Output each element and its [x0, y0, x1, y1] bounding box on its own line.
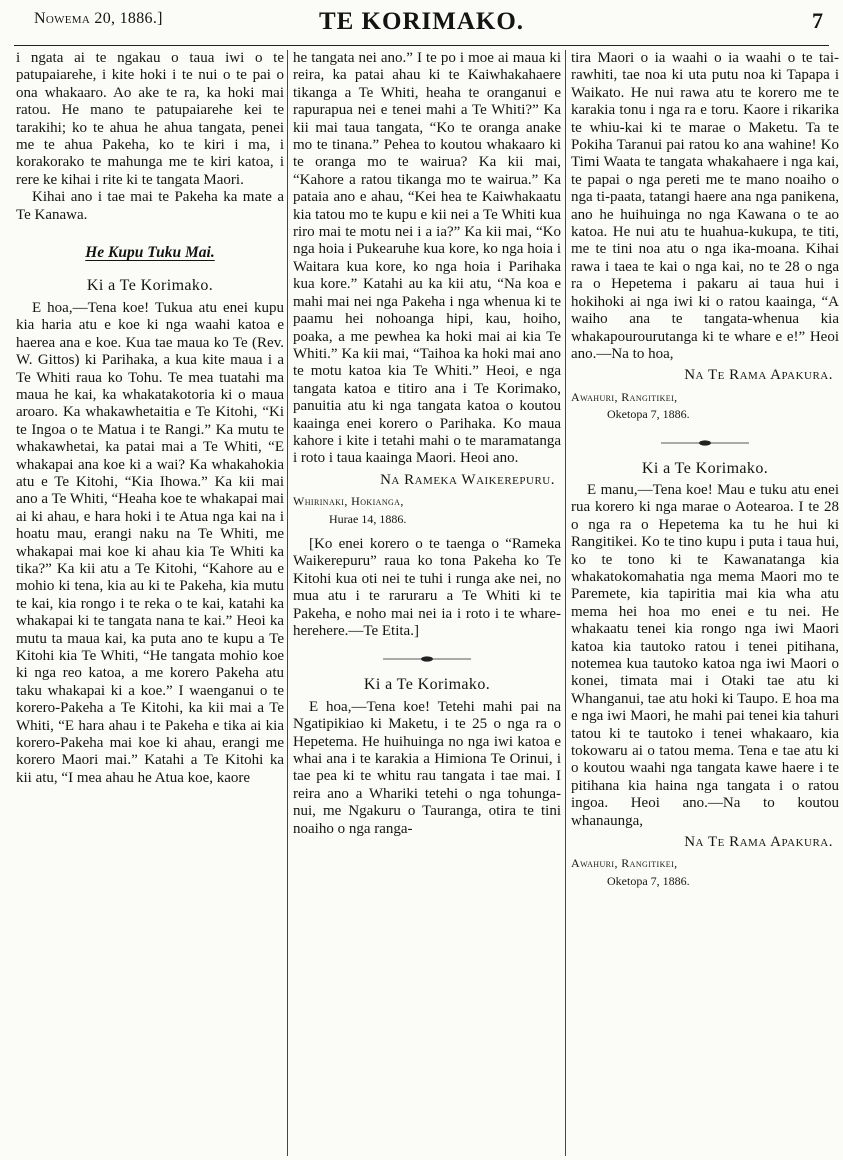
- newspaper-title: TE KORIMAKO.: [318, 8, 525, 35]
- column-divider: [287, 50, 288, 1156]
- column-3: [571, 50, 839, 1160]
- letter-body: E hoa,—Tena koe! Tukua atu enei kupu kia haria atu e koe ki nga waahi katoa e haerea ana e koe. Kua tae maua ko Te (Rev. W. Gittos) ki Parihaka, a kua kite maua i a Te Whiti raua ko Tohu. Te mea tuatahi ma maua he kai, ka whakatakotoria ki o maua aroaro. Ka whakawhetaitia e Te Kitohi, “Ki te Ingoa o te Matua i te Rangi.” Ka mutu te whakawhetai, ka patai mai a Te Whiti, “E whakapai ana koe ki a wai? Ka whakahokia atu e Te Kitohi, “Kia Ihowa.” Ka kii mai ano a Te Whiti, “Heaha koe te whakapai mai ai ki ahau, e hara hoki i te Atua nga kai na i hoatu mau, erangi naku na Te Whiti, me whakapai mai koe ki ahau kia Te Whiti ka tika?” Ka kii atu a Te Kitohi, “Kahore au e mohio ki tena, kia au ki te Pakeha, kia mutu te kai, kia rongo i te reka o te kai, katahi ka whakapai ki te tangata nana te kai.” Heoi ka mutu ta maua kai, ka puta ano te kupu a Te Kitohi kia Te Whiti, “He tangata mohio koe ki nga reo katoa, a me korero Pakeha atu taku whakapai ki a koe.” I waenganui o te korero-Pakeha a Te Kitohi, ka kii mai a Te Whiti, “E hara ahau i te Pakeha e tika ai kia korero-Pakeha mai koe ki ahau, erangi me korero Maori mai.” Katahi a Te Kitohi ka kii atu, “I mea ahau he Atua koe, kaore: [16, 299, 284, 786]
- letter-place: Awahuri, Rangitikei,: [571, 389, 678, 404]
- header-rule: [14, 45, 829, 46]
- letter-heading: Ki a Te Korimako.: [363, 676, 491, 694]
- divider-ornament: [655, 438, 755, 448]
- letter-signature: Na Te Rama Apakura.: [684, 834, 833, 851]
- letter-body: E hoa,—Tena koe! Tetehi mahi pai na Ngatipikiao ki Maketu, i te 25 o nga ra o Hepetema. He huihuinga no nga iwi katoa e whai ana i te karakia a Himiona Te Orinui, i tae pea ki te whitu rau tangata i tae mai. I reira ano a Whariki tetehi o nga tohunga-nui, me Ngakuru o Tauranga, otira te tini noaiho o nga ranga-: [293, 698, 561, 837]
- letter-place: Whirinaki, Hokianga,: [293, 494, 404, 509]
- editor-note: [Ko enei korero o te taenga o “Rameka Waikerepuru” raua ko tona Pakeha ko Te Kitohi kua oti nei te tuhi i runga ake nei, no mua atu i te raruraru a Te Whiti ki te Pakeha, e noho mai nei ia i roto i te whare-herehere.—Te Etita.]: [293, 535, 561, 639]
- letter-date: Oketopa 7, 1886.: [607, 873, 690, 888]
- letter-signature: Na Rameka Waikerepuru.: [380, 471, 555, 488]
- column-divider: [565, 50, 566, 1156]
- column-1: [16, 50, 284, 1160]
- issue-date: Nowema 20, 1886.]: [34, 10, 163, 27]
- letter-place: Awahuri, Rangitikei,: [571, 856, 678, 871]
- letter-heading: Ki a Te Korimako.: [641, 459, 769, 477]
- letter-date: Oketopa 7, 1886.: [607, 407, 690, 422]
- letter-date: Hurae 14, 1886.: [329, 511, 407, 526]
- divider-ornament: [377, 654, 477, 664]
- letter-continuation: he tangata nei ano.” I te po i moe ai maua ki reira, ka patai ahau ki te Kaiwhakahaere tikanga a Te Whiti, heaha te oranganui e rapurapua nei e tenei mahi a Te Whiti?” Ka kii mai taua tangata, “Ko te oranga anake mo te tinana.” Pehea to koutou whakaaro ki te oranga mo te wairua? Ka kii mai, “Kahore a ratou tikanga mo te wairua.” Ka pataia ano e ahau, “Kei hea te Kaiwhakaatu kia tatou mo te kupu e kii nei a Te Whiti kua riro mai te motu nei i a ia?” Ka kii mai, “Ko nga hoia i Pukearuhe kua kore, ko nga hoia i Waitara kua kore, ko nga hoia i Parihaka kua kore.” Katahi au ka kii atu, “Na koa e mahi mai nei nga Pakeha i nga whenua ki te paamu hei nohoanga hipi, kau, hoiho, poaka, a me pewhea ka hoki mai ai kia Te Whiti.” Ka kii mai, “Taihoa ka hoki mai ano te motu katoa kia Te Whiti.” Heoi, e nga tangata katoa e titiro ana i Te Korimako, panuitia atu ki nga tangata katoa o koutou kaainga enei korero o Parihaka. Ko maua kahore i kite i tetahi mahi o te maramatanga i roto i taua kaainga Maori. Heoi ano.: [293, 50, 561, 467]
- story-paragraph: Kihai ano i tae mai te Pakeha ka mate a Te Kanawa.: [16, 189, 284, 223]
- masthead: [14, 4, 829, 44]
- section-title: He Kupu Tuku Mai.: [85, 244, 215, 262]
- story-continuation: i ngata ai te ngakau o taua iwi o te patupaiarehe, i kite hoki i te nui o te pai o ona whakaaro. Ao ake te ra, ka hoki mai ratou. He mano te patupaiarehe kei te tarakihi; ko te ahua he ahua tangata, penei me te ahua Pakeha, ko te kiri i ma, i korakorako te mahunga me te kiri katoa, i rere ke kihai i rite ki te tangata Maori.: [16, 50, 284, 188]
- column-2: [293, 50, 561, 1160]
- letter-body: E manu,—Tena koe! Mau e tuku atu enei rua korero ki nga marae o Aotearoa. I te 28 o nga ra o Hepetema ka tu he hui ki Rangitikei. Ko te tino kupu i puta i taua hui, ko te tono ki te Kawanatanga kia whakatokomahatia nga mema Maori mo te Paremete, kia tapiritia mai kia wha atu mema hei hoa mo enei e tu nei. He whakaatu tenei kia rongo nga iwi Maori katoa kia tautoko ratou i tenei pitihana, notemea kua tautoko katoa nga iwi Maori o konei, timata mai i Otaki tae atu ki Whanganui, tae atu hoki ki Taupo. E hoa ma e nga iwi Maori, he mahi pai tenei kia tahuri tatou ki te tautoko i tenei whakaaro, kia tokowaru ai o tatou mema. Tena e tae atu ki o koutou waahi nga tangata kawe haere i te pitihana kia haina nga tangata i o ratou ingoa. Heoi ano.—Na to koutou whanaunga,: [571, 481, 839, 829]
- page-number: 7: [812, 8, 823, 33]
- letter-continuation: tira Maori o ia waahi o ia waahi o te tai-rawhiti, tae noa ki uta putu noa ki Tapapa i Waikato. He nui rawa atu te korero me te karakia tonu i nga ra e toru. Kaore i rikarika te whiu-kai ki te marae o Maketu. Ta te Pokiha Taranui pai ratou ko ana wahine! Ko Timi Waata te tangata whakahaere i nga kai, te papai o nga pereti me te mano noaiho o nga ti-paata, tatangi haere ana nga panikena, ano he huihuinga no nga Kawana o te ao katoa. He nui atu te huahua-kukupa, te titi, me te tini noa atu o nga ika-moana. Kihai rawa i taea te kai o nga kai, no te 28 o nga ra o Hepetema i pakaru ai taua hui i hokihoki ai nga iwi ki o ratou kaainga, “A waiho ana te tangata-whenua kia whakapourourutanga ki te whare e e!” Heoi ano.—Na to hoa,: [571, 50, 839, 362]
- letter-signature: Na Te Rama Apakura.: [684, 367, 833, 384]
- letter-heading: Ki a Te Korimako.: [86, 277, 214, 295]
